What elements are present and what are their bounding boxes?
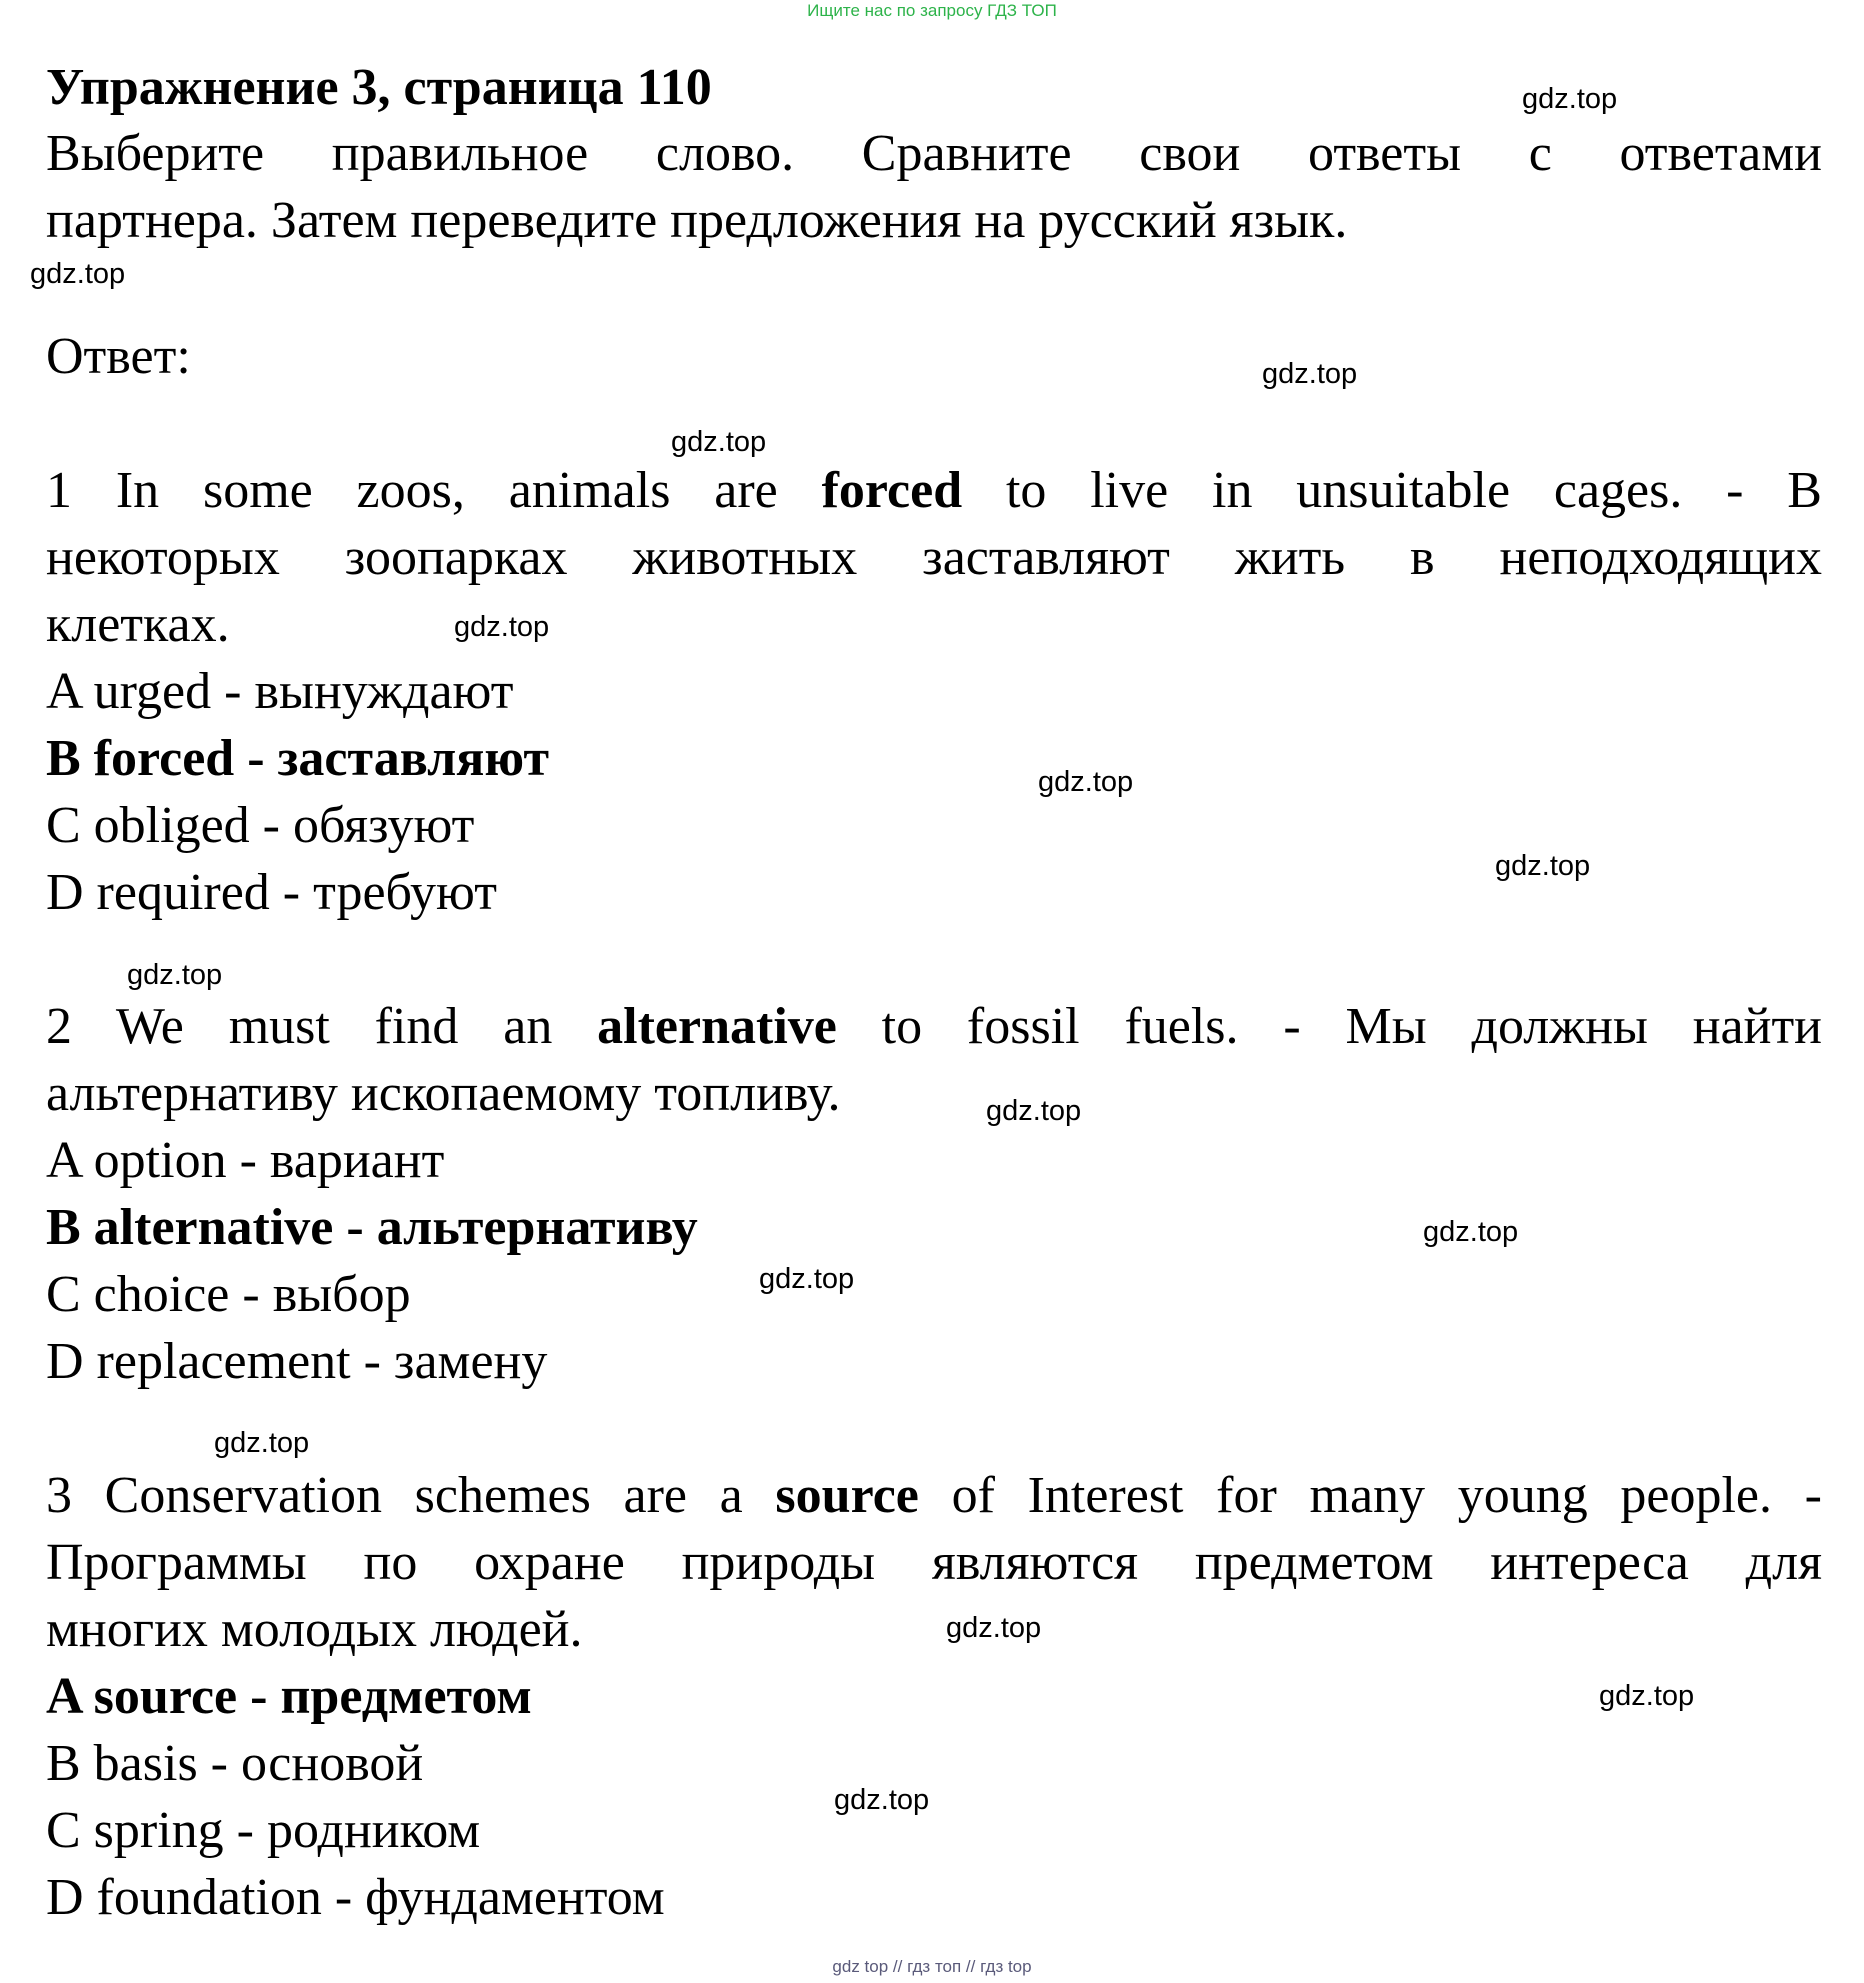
question-3-text-pre: 3 Conservation schemes are a bbox=[46, 1467, 776, 1524]
question-3-line-2: Программы по охране природы являются предметом интереса для bbox=[46, 1534, 1822, 1591]
question-1-option-b-correct: B forced - заставляют bbox=[46, 730, 549, 787]
watermark: gdz.top bbox=[1495, 850, 1591, 882]
question-2-option-a: A option - вариант bbox=[46, 1132, 445, 1189]
question-2-keyword: alternative bbox=[597, 998, 837, 1055]
instruction-line-1: Выберите правильное слово. Сравните свои ответы с ответами bbox=[46, 125, 1822, 182]
instruction-line-2: партнера. Затем переведите предложения на русский язык. bbox=[46, 192, 1348, 249]
watermark: gdz.top bbox=[214, 1427, 310, 1459]
watermark: gdz.top bbox=[986, 1095, 1082, 1127]
watermark: gdz.top bbox=[671, 426, 767, 458]
watermark: gdz.top bbox=[834, 1784, 930, 1816]
watermark: gdz.top bbox=[1262, 358, 1358, 390]
question-2-option-c: C choice - выбор bbox=[46, 1266, 411, 1323]
watermark: gdz.top bbox=[127, 959, 223, 991]
question-1-option-a: A urged - вынуждают bbox=[46, 663, 514, 720]
question-3-option-a-correct: A source - предметом bbox=[46, 1668, 532, 1725]
header-banner[interactable]: Ищите нас по запросу ГДЗ ТОП bbox=[807, 1, 1057, 20]
answer-label: Ответ: bbox=[46, 328, 191, 385]
watermark: gdz.top bbox=[946, 1612, 1042, 1644]
question-1-keyword: forced bbox=[821, 462, 963, 519]
page-title: Упражнение 3, страница 110 bbox=[46, 59, 712, 116]
question-1-line-1 bbox=[46, 457, 1822, 524]
question-2-line-1 bbox=[46, 993, 1822, 1060]
watermark: gdz.top bbox=[1522, 83, 1618, 115]
question-1-option-c: C obliged - обязуют bbox=[46, 797, 475, 854]
question-3-option-c: C spring - родником bbox=[46, 1802, 481, 1859]
question-1-line-2: некоторых зоопарках животных заставляют жить в неподходящих bbox=[46, 529, 1822, 586]
question-1-text-post: to live in unsuitable cages. - В bbox=[962, 462, 1822, 519]
question-3-option-d: D foundation - фундаментом bbox=[46, 1869, 665, 1926]
question-1-option-d: D required - требуют bbox=[46, 864, 497, 921]
watermark: gdz.top bbox=[1423, 1216, 1519, 1248]
question-3-option-b: B basis - основой bbox=[46, 1735, 424, 1792]
question-2-line-2: альтернативу ископаемому топливу. bbox=[46, 1065, 841, 1122]
question-3-line-3: многих молодых людей. bbox=[46, 1601, 583, 1658]
question-2-text-pre: 2 We must find an bbox=[46, 998, 598, 1055]
question-3-line-1 bbox=[46, 1462, 1822, 1529]
question-2-option-b-correct: B alternative - альтернативу bbox=[46, 1199, 698, 1256]
footer-banner[interactable]: gdz top // гдз топ // гдз top bbox=[832, 1957, 1032, 1976]
question-1-text-pre: 1 In some zoos, animals are bbox=[46, 462, 822, 519]
watermark: gdz.top bbox=[759, 1263, 855, 1295]
watermark: gdz.top bbox=[30, 258, 126, 290]
watermark: gdz.top bbox=[1038, 766, 1134, 798]
question-2-option-d: D replacement - замену bbox=[46, 1333, 548, 1390]
question-3-text-post: of Interest for many young people. - bbox=[918, 1467, 1822, 1524]
watermark: gdz.top bbox=[454, 611, 550, 643]
question-1-line-3: клетках. bbox=[46, 596, 230, 653]
question-2-text-post: to fossil fuels. - Мы должны найти bbox=[836, 998, 1823, 1055]
watermark: gdz.top bbox=[1599, 1680, 1695, 1712]
question-3-keyword: source bbox=[775, 1467, 919, 1524]
